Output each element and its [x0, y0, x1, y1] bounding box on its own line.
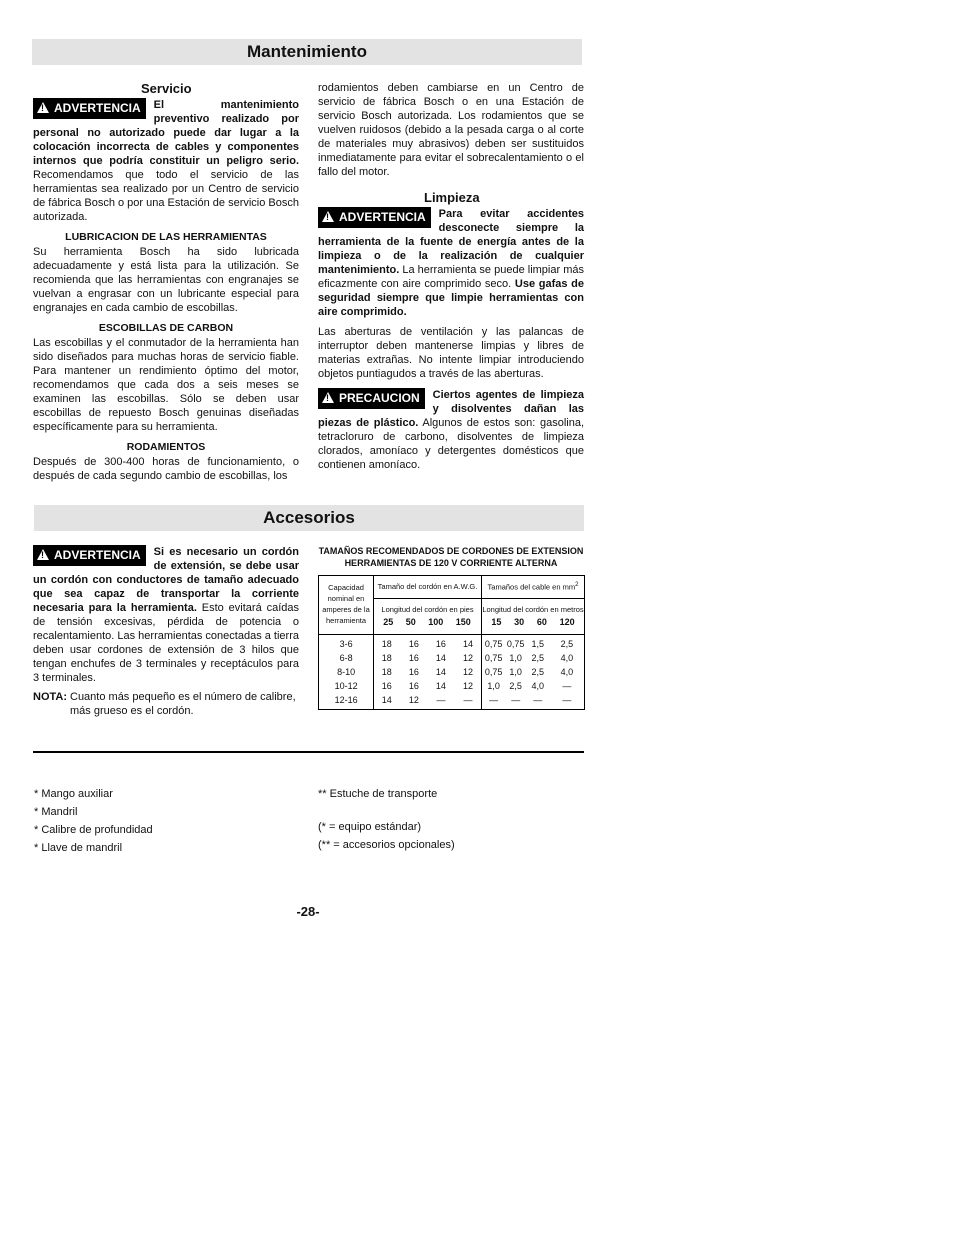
extension-warning-text: Si es necesario un cordón de extensión, se debe usar un cordón con conductores de tamaño adecuado que sea capaz de transportar la corriente necesaria para la herramienta. [33, 546, 299, 614]
mm-cell: 4,0 [531, 681, 545, 691]
warning-triangle-icon [37, 102, 49, 113]
awg-cell: 14 [463, 639, 474, 649]
cord-table-title [318, 545, 584, 569]
mm-cell: 1,0 [509, 667, 522, 677]
accessories-list-right [318, 788, 455, 857]
amperage-cell: 8-10 [337, 667, 356, 677]
awg-cell: 12 [463, 681, 474, 691]
limpieza-heading: Limpieza [424, 190, 480, 205]
nota-label: NOTA: [33, 691, 68, 703]
caution-triangle-icon [322, 392, 334, 403]
list-item: * Mandril [34, 806, 78, 818]
section-title-mantenimiento: Mantenimiento [32, 39, 582, 65]
nota-text: Cuanto más pequeño es el número de calibre, más grueso es el cordón. [70, 691, 296, 717]
mm-cell: 2,5 [509, 681, 522, 691]
mm-cell: 0,75 [484, 653, 503, 663]
rodamientos-text-continued: rodamientos deben cambiarse en un Centro de servicio de fábrica Bosch o en una Estación de servicio Bosch autorizada. Los rodamientos que se vuelven ruidosos (debido a la pesada carga o al corte de materiales muy abrasivos) deben ser sustituidos inmediatamente para evitar el sobrecalentamiento o el fallo del motor. [318, 82, 584, 178]
mm-cell: 1,5 [531, 639, 545, 649]
mm-cell: 0,75 [484, 667, 503, 677]
nota [33, 690, 299, 718]
table-row [319, 637, 584, 651]
awg-header: Tamaño del cordón en A.W.G. [377, 582, 478, 591]
mm-cell: 4,0 [560, 653, 574, 663]
warning-badge: !ADVERTENCIA [318, 207, 431, 228]
feet-values: 25 50 100 150 [383, 617, 471, 627]
awg-cell: 18 [381, 653, 392, 663]
mm-cell: 0,75 [484, 639, 503, 649]
awg-cell: 18 [381, 667, 392, 677]
awg-cell: 18 [381, 639, 392, 649]
warning-triangle-icon [37, 549, 49, 560]
ventilacion-text: Las aberturas de ventilación y las palancas de interruptor deben mantenerse limpias y libres de materias extrañas. No intente limpiar introduciendo objetos puntiagudos a través de las aberturas. [318, 326, 584, 380]
meters-header: Longitud del cordón en metros [482, 605, 584, 614]
caution-paragraph [318, 388, 584, 472]
awg-cell: 16 [408, 653, 419, 663]
rodamientos-heading: RODAMIENTOS [126, 441, 206, 453]
accessories-list-left [34, 788, 153, 860]
escobillas-heading: ESCOBILLAS DE CARBON [98, 322, 234, 334]
amperage-cell: 10-12 [334, 681, 358, 691]
lubricacion-heading: LUBRICACION DE LAS HERRAMIENTAS [65, 231, 267, 243]
awg-cell: 14 [435, 681, 446, 691]
limpieza-bold-text: Use gafas de seguridad siempre que limpie herramientas con aire comprimido. [318, 278, 584, 318]
mm-cell: 0,75 [506, 639, 525, 649]
awg-cell: — [463, 695, 473, 705]
section-title-accesorios: Accesorios [34, 505, 584, 531]
cord-table-title-line1: TAMAÑOS RECOMENDADOS DE CORDONES DE EXTENSION [318, 546, 584, 556]
list-item: * Llave de mandril [34, 842, 123, 854]
mm-cell: 2,5 [560, 639, 574, 649]
awg-cell: — [436, 695, 446, 705]
warning-badge: !ADVERTENCIA [33, 98, 146, 119]
table-row [319, 665, 584, 679]
accesorios-left-column [33, 545, 299, 718]
mm-cell: — [533, 695, 543, 705]
awg-cell: 16 [381, 681, 392, 691]
cord-table-title-line2: HERRAMIENTAS DE 120 V CORRIENTE ALTERNA [344, 558, 558, 568]
awg-cell: 16 [408, 667, 419, 677]
servicio-heading: Servicio [141, 81, 192, 96]
caution-badge: !PRECAUCION [318, 388, 425, 409]
amperage-cell: 3-6 [339, 639, 353, 649]
mm-cell: 2,5 [531, 667, 545, 677]
list-item: * Mango auxiliar [34, 788, 113, 800]
warning-triangle-icon [322, 211, 334, 222]
table-row [319, 679, 584, 693]
servicio-warning-text: El mantenimiento preventivo realizado por personal no autorizado puede dar lugar a la colocación incorrecta de cables y componentes internos que podría constituir un peligro serio. [33, 99, 299, 167]
table-row [319, 651, 584, 665]
awg-cell: 16 [408, 681, 419, 691]
list-item: * Calibre de profundidad [34, 824, 153, 836]
section-divider [33, 751, 584, 753]
awg-cell: 14 [435, 667, 446, 677]
mm-header: Tamaños del cable en $mm^2$ [487, 582, 579, 592]
servicio-paragraph [33, 98, 299, 224]
mm-cell: — [489, 695, 499, 705]
awg-cell: 16 [435, 639, 446, 649]
legend-optional: (** = accesorios opcionales) [318, 839, 455, 851]
feet-header: Longitud del cordón en pies [381, 605, 474, 614]
amperage-cell: 6-8 [339, 653, 353, 663]
awg-cell: 12 [463, 667, 474, 677]
caution-bold-text: Ciertos agentes de limpieza y disolventes dañan las piezas de plástico. [318, 389, 584, 429]
table-row [319, 693, 584, 707]
maintenance-left-column [33, 82, 299, 483]
maintenance-right-column [318, 81, 584, 472]
cord-table-body [319, 637, 584, 707]
limpieza-paragraph [318, 207, 584, 319]
rodamientos-text: Después de 300-400 horas de funcionamiento, o después de cada segundo cambio de escobillas, los [33, 456, 299, 482]
escobillas-text: Las escobillas y el conmutador de la herramienta han sido diseñados para muchas horas de servicio fiable. Para mantener un rendimiento óptimo del motor, recomendamos que cada dos a seis meses se examinen las escobillas. Sólo se deben usar escobillas de repuesto Bosch genuinas diseñadas específicamente para su herramienta. [33, 337, 299, 433]
mm-cell: 4,0 [560, 667, 574, 677]
amperage-cell: 12-16 [334, 695, 358, 705]
awg-cell: 14 [381, 695, 392, 705]
mm-cell: — [562, 681, 572, 691]
list-item: ** Estuche de transporte [318, 788, 438, 800]
legend-standard: (* = equipo estándar) [318, 821, 422, 833]
meter-values: 15 30 60 120 [491, 617, 575, 627]
warning-badge: !ADVERTENCIA [33, 545, 146, 566]
limpieza-text: La herramienta se puede limpiar más eficazmente con aire comprimido seco. [318, 264, 584, 290]
cord-size-table [318, 575, 585, 710]
mm-cell: 1,0 [487, 681, 500, 691]
mm-cell: — [511, 695, 521, 705]
mm-cell: — [562, 695, 572, 705]
awg-cell: 16 [408, 639, 419, 649]
limpieza-warning-text: Para evitar accidentes desconecte siempre la herramienta de la fuente de energía antes de la limpieza o de la realización de cualquier mantenimiento. [318, 208, 584, 276]
lubricacion-text: Su herramienta Bosch ha sido lubricada adecuadamente y está lista para la utilización. Se recomienda que las herramientas con engranajes se vuelvan a engrasar con un lubricante especial para engranajes en cada cambio de escobillas. [33, 246, 299, 314]
servicio-text: Recomendamos que todo el servicio de las herramientas sea realizado por un Centro de servicio de fábrica Bosch o por una Estación de servicio Bosch autorizada. [33, 169, 299, 223]
caution-text: Algunos de estos son: gasolina, tetracloruro de carbono, disolventes de limpieza clorados, amoníaco y detergentes domésticos que contienen amoníaco. [318, 417, 585, 471]
awg-cell: 14 [435, 653, 446, 663]
awg-cell: 12 [408, 695, 419, 705]
mm-cell: 1,0 [509, 653, 522, 663]
amperage-header: Capacidad nominal en amperes de la herramienta [322, 583, 370, 625]
mm-cell: 2,5 [531, 653, 545, 663]
extension-paragraph [33, 545, 299, 685]
page-number: -28- [296, 904, 320, 919]
extension-text: Esto evitará caídas de tensión excesivas, pérdida de potencia o recalentamiento. Las herramientas conectadas a tierra deben usar cordones de extensión de 3 hilos que tengan enchufes de 3 terminales y receptáculos para 3 terminales. [33, 602, 299, 684]
awg-cell: 12 [463, 653, 474, 663]
